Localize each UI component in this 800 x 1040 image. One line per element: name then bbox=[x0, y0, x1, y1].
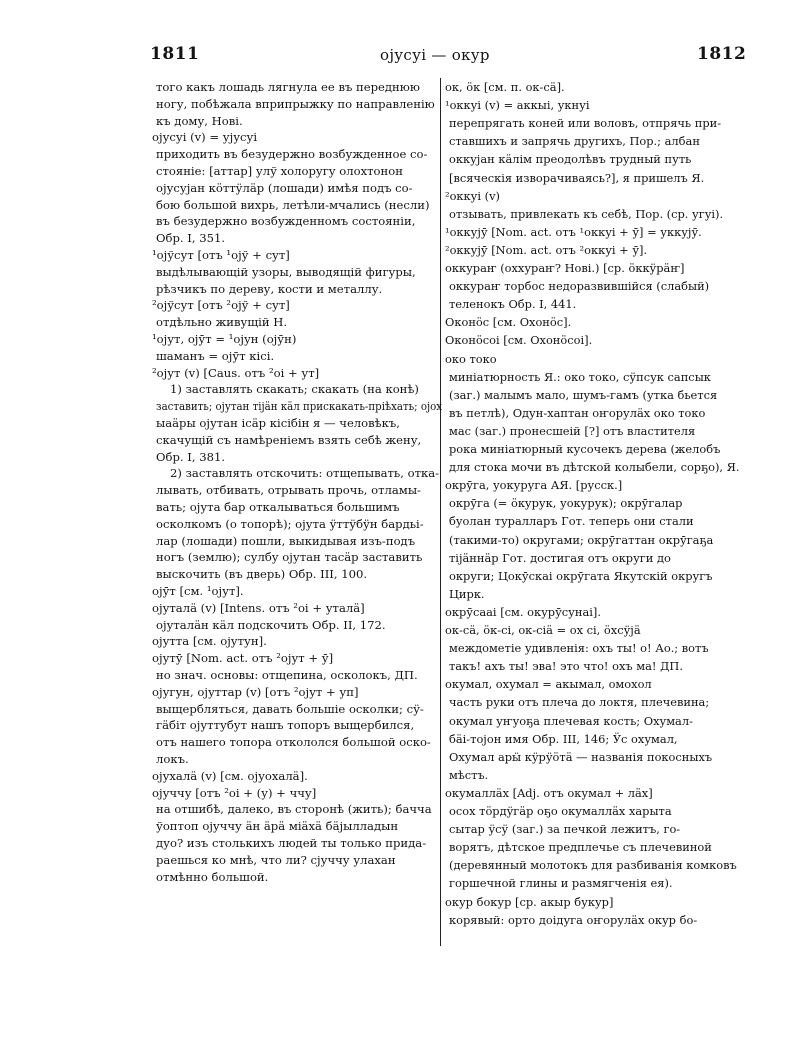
entry-headword: ²оккујӯ [Nom. act. отъ ²оккуі + ӯ]. bbox=[445, 242, 648, 257]
entry-headword: ок-сӓ, ӧк-сі, ок-сіӓ = ох сі, ӧхсӱјӓ bbox=[445, 623, 641, 637]
text-line: бою большой вихрь, летѣли-мчались (несли) bbox=[156, 197, 430, 212]
text-line: оккујан кӓлім преодолѣвъ трудный путь bbox=[449, 152, 692, 167]
text-line: окрӯга (= ӧкурук, уокурук); окрӯгалар bbox=[449, 496, 683, 511]
text-line: отмѣнно большой. bbox=[156, 869, 269, 884]
text-line: горшечной глины и размягченія ея). bbox=[449, 876, 673, 891]
text-line: (деревянный молотокъ для разбиванія комковъ bbox=[449, 858, 737, 873]
entry-headword: ¹оккуі (v) = аккыі, укнуі bbox=[445, 98, 590, 113]
entry-headword: окумаллӓх [Adj. отъ окумал + лӓх] bbox=[445, 785, 653, 800]
entry-headword: ојусуі (v) = ујусуі bbox=[152, 130, 258, 145]
text-line: лывать, отбивать, отрывать прочь, отламы- bbox=[156, 483, 421, 498]
text-line: буолан туралларъ Гот. теперь они стали bbox=[449, 514, 694, 529]
entry-headword: ојутта [см. ојутун]. bbox=[152, 634, 267, 649]
text-line: ыаӓры ојутан ісӓр кісібін я — человѣкъ, bbox=[156, 416, 400, 430]
text-line: того какъ лошадь лягнула ее въ переднюю bbox=[156, 80, 420, 94]
entry-headword: ¹оккујӯ [Nom. act. отъ ¹оккуі + ӯ] = уккујӯ. bbox=[445, 224, 702, 239]
entry-headword: ¹ојўсут [отъ ¹ојў + сут] bbox=[152, 248, 290, 262]
text-line: Охумал арӹ кӱрӱӧтӓ — названія покосныхъ bbox=[449, 749, 713, 764]
entry-headword: ојутӯ [Nom. act. отъ ²ојут + ӯ] bbox=[152, 651, 334, 666]
text-line: (такими-то) округами; окрӯгаттан окрӯгаҕа bbox=[449, 532, 714, 547]
text-line: междометіе удивленія: охъ ты! о! Ао.; вотъ bbox=[449, 641, 709, 656]
text-line: приходить въ безудержно возбужденное со- bbox=[156, 147, 428, 162]
text-line: заставить; ојутан тіјӓн кӓл прискакать-пріѣхать; ојох bbox=[156, 399, 443, 414]
text-line: къ дому, Нові. bbox=[156, 113, 243, 128]
text-line: перепрягать коней или воловъ, отпрячь при- bbox=[449, 116, 722, 131]
text-line: лар (лошади) пошли, выкидывая изъ-подъ bbox=[156, 533, 416, 548]
text-line: отзывать, привлекать къ себѣ, Пор. (ср. угуі). bbox=[449, 206, 724, 221]
entry-headword: окур бокур [ср. акыр букур] bbox=[445, 894, 614, 909]
entry-headword: окумал, охумал = акымал, омохол bbox=[445, 677, 652, 692]
text-line: ставшихъ и запрячь другихъ, Пор.; албан bbox=[449, 134, 700, 149]
text-line: ногу, побѣжала вприпрыжку по направленію bbox=[156, 96, 435, 111]
text-line: отъ нашего топора откололся большой оско- bbox=[156, 735, 431, 750]
entry-headword: ²оккуі (v) bbox=[445, 188, 500, 203]
page-number-left: 1811 bbox=[150, 44, 200, 64]
entry-headword: ојугун, ојуттар (v) [отъ ²ојут + уп] bbox=[152, 684, 359, 699]
text-line: локъ. bbox=[156, 752, 189, 766]
text-line: Цирк. bbox=[449, 586, 485, 601]
text-line: выдѣлывающій узоры, выводящій фигуры, bbox=[156, 264, 416, 279]
entry-headword: око токо bbox=[445, 351, 497, 366]
text-line: дуо? изъ столькихъ людей ты только прида- bbox=[156, 836, 427, 850]
text-line: окумал уҥуоҕа плечевая кость; Охумал- bbox=[449, 713, 693, 728]
text-line: Обр. I, 351. bbox=[156, 231, 226, 246]
text-line: бӓі-тојон имя Обр. III, 146; Ӱс охумал, bbox=[449, 731, 678, 746]
entry-headword: ¹ојут, ојӯт = ¹ојун (ојӯн) bbox=[152, 332, 297, 346]
text-line: осколкомъ (о топорѣ); ојута ӱттӱбӱн бардьі- bbox=[156, 516, 424, 531]
text-line: выскочить (въ дверь) Обр. III, 100. bbox=[156, 567, 368, 582]
text-line: округи; Цокӯскаі окрӯгата Якутскій округъ bbox=[449, 568, 713, 583]
text-line: рѣзчикъ по дереву, кости и металлу. bbox=[156, 281, 383, 296]
entry-headword: Оконӧсоі [см. Охонӧсоі]. bbox=[445, 333, 593, 348]
entry-headword: ојухалӓ (v) [см. ојуохалӓ]. bbox=[152, 768, 308, 783]
text-line: шаманъ = ојӯт кісі. bbox=[156, 348, 275, 363]
text-line: въ безудержно возбужденномъ состояніи, bbox=[156, 214, 416, 229]
text-line: ворятъ, дѣтское предплечье съ плечевиной bbox=[449, 840, 712, 855]
text-line: 2) заставлять отскочить: отщепывать, отка- bbox=[170, 466, 440, 481]
text-line: оккураҥ торбос недоразвившійся (слабый) bbox=[449, 279, 710, 294]
entry-headword: ок, ӧк [см. п. ок-сӓ]. bbox=[445, 80, 565, 94]
text-line: скачущій съ намѣреніемъ взять себѣ жену, bbox=[156, 432, 422, 447]
entry-headword: ²ојут (v) [Caus. отъ ²оі + ут] bbox=[152, 365, 320, 380]
running-head: ојусуі — окур bbox=[380, 46, 490, 64]
entry-headword: Оконӧс [см. Охонӧс]. bbox=[445, 315, 572, 330]
text-line: ўоптоп ојуччу ӓн ӓрӓ міӓхӓ бӓјылладын bbox=[156, 819, 399, 834]
text-line: рока миніатюрный кусочекъ дерева (желобъ bbox=[449, 442, 721, 456]
text-line: но знач. основы: отщепина, осколокъ, ДП. bbox=[156, 668, 418, 682]
text-line: ојусуjан кӧттӱлӓр (лошади) имѣя подъ со- bbox=[156, 180, 413, 195]
entry-headword: окрӯга, уокуруга АЯ. [русск.] bbox=[445, 478, 623, 493]
text-line: мас (заг.) пронесшеій [?] отъ властителя bbox=[449, 423, 696, 438]
text-line: въ петлѣ), Одун-хаптан оҥорулӓх око токо bbox=[449, 405, 706, 420]
text-line: Обр. I, 381. bbox=[156, 449, 226, 464]
entry-headword: ојуталӓ (v) [Intens. отъ ²оі + уталӓ] bbox=[152, 600, 365, 615]
entry-headword: ²ојўсут [отъ ²ојў + сут] bbox=[152, 298, 290, 313]
page-number-right: 1812 bbox=[697, 44, 747, 64]
text-line: для стока мочи въ дѣтской колыбели, сорҕо), Я. bbox=[449, 460, 740, 475]
text-line: миніатюрность Я.: око токо, сӱпсук сапсык bbox=[449, 369, 711, 384]
entry-headword: окрӯсааі [см. окурӯсунаі]. bbox=[445, 604, 601, 619]
text-line: ојуталӓн кӓл подскочить Обр. II, 172. bbox=[156, 617, 386, 632]
text-line: сытар ӱсӱ (заг.) за печкой лежитъ, го- bbox=[449, 822, 681, 837]
text-line: 1) заставлять скакать; скакать (на конѣ) bbox=[170, 382, 419, 397]
entry-headword: ојӯт [см. ¹ојут]. bbox=[152, 584, 244, 598]
text-line: часть руки отъ плеча до локтя, плечевина; bbox=[449, 695, 710, 710]
text-line: осох тӧрдӱгӓр оҕо окумаллӓх харыта bbox=[449, 804, 672, 818]
text-line: стояніе: [аттар] улў холоругу олохтонон bbox=[156, 164, 403, 178]
text-line: отдѣльно живущій Н. bbox=[156, 315, 288, 330]
text-line: ногъ (землю); сулбу ојутан тасӓр заставить bbox=[156, 550, 423, 565]
text-line: корявый: орто доідуга оҥорулӓх окур бо- bbox=[449, 912, 698, 927]
text-line: теленокъ Обр. I, 441. bbox=[449, 297, 577, 312]
text-line: такъ! ахъ ты! эва! это что! охъ ма! ДП. bbox=[449, 659, 683, 674]
text-line: вать; ојута бар откалываться большимъ bbox=[156, 500, 400, 514]
text-line: раешься ко мнѣ, что ли? сјуччу улахан bbox=[156, 852, 396, 867]
column-divider bbox=[440, 78, 441, 946]
text-line: гӓбіт ојуттубут нашъ топоръ выщербился, bbox=[156, 718, 415, 733]
text-line: [всяческія изворачиваясь?], я пришелъ Я. bbox=[449, 170, 705, 185]
text-line: на отшибѣ, далеко, въ сторонѣ (жить); бачча bbox=[156, 802, 432, 817]
text-line: (заг.) малымъ мало, шумъ-гамъ (утка бьется bbox=[449, 387, 718, 402]
text-line: мѣстъ. bbox=[449, 767, 489, 782]
entry-headword: оккураҥ (оххураҥ? Нові.) [ср. ӧккӱрӓҥ] bbox=[445, 261, 685, 275]
text-line: выщербляться, давать большіе осколки; сӱ- bbox=[156, 701, 424, 716]
text-line: тіјӓннӓр Гот. достигая отъ округи до bbox=[449, 550, 671, 565]
entry-headword: ојуччу [отъ ²оі + (у) + ччу] bbox=[152, 785, 317, 800]
